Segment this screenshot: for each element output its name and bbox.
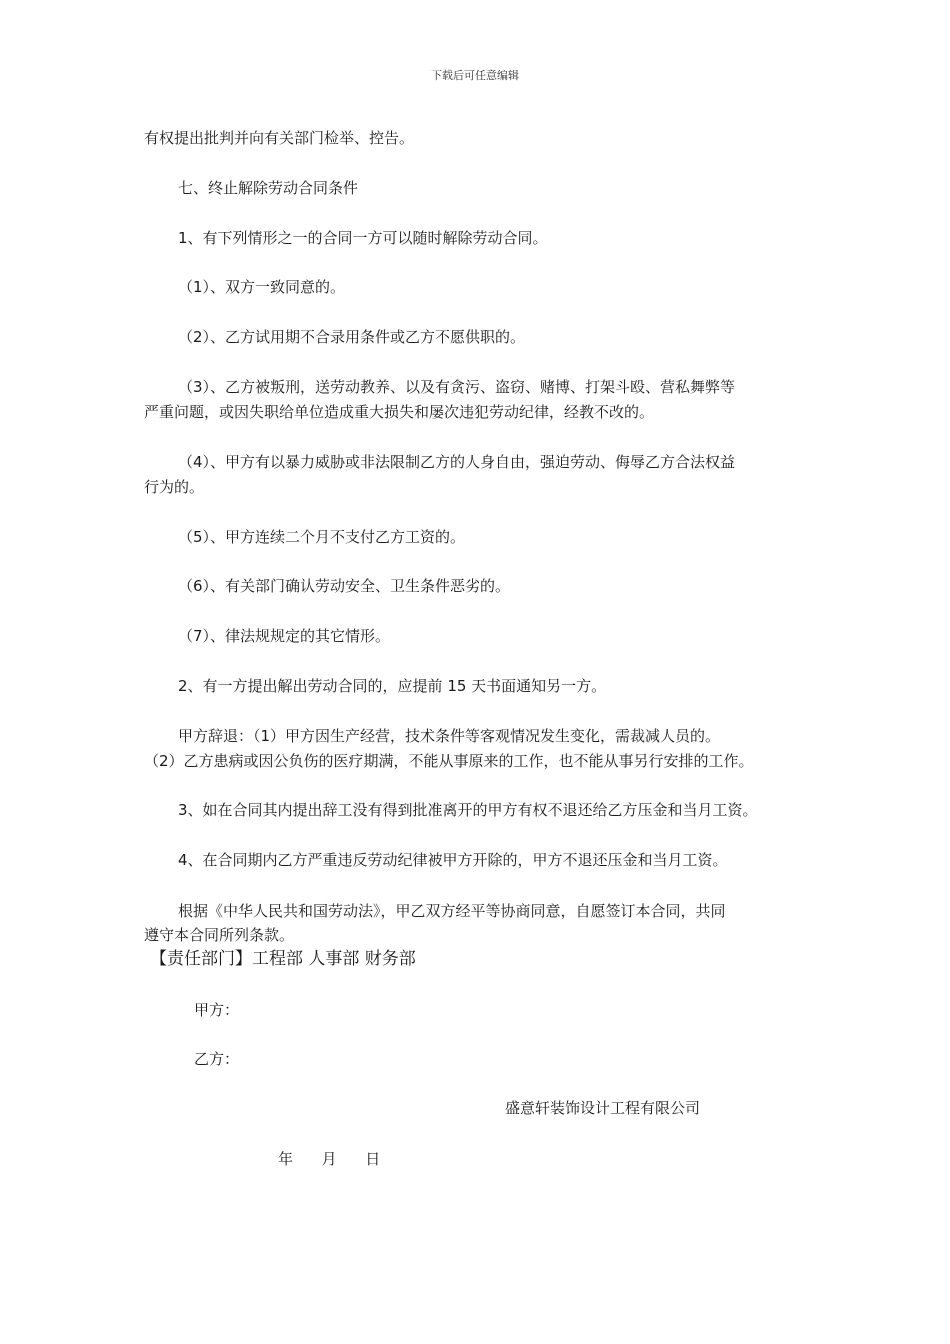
party-a-label: 甲方： <box>194 1001 240 1019</box>
list-item: （5）、甲方连续二个月不支付乙方工资的。 <box>178 528 466 546</box>
responsible-department: 【责任部门】工程部 人事部 财务部 <box>150 949 416 969</box>
page-header: 下载后可任意编辑 <box>431 69 519 82</box>
paragraph: 有权提出批判并向有关部门检举、控告。 <box>144 129 415 147</box>
signature-date: 年 月 日 <box>278 1150 381 1168</box>
list-item: （6）、有关部门确认劳动安全、卫生条件恶劣的。 <box>178 577 511 595</box>
paragraph: 3、如在合同其内提出辞工没有得到批准离开的甲方有权不退还给乙方压金和当月工资。 <box>178 801 758 819</box>
list-item: （4）、甲方有以暴力威胁或非法限制乙方的人身自由，强迫劳动、侮辱乙方合法权益 <box>178 453 736 471</box>
list-item: （7）、律法规规定的其它情形。 <box>178 627 391 645</box>
list-item-continued: 行为的。 <box>144 478 205 496</box>
paragraph: 根据《中华人民共和国劳动法》，甲乙双方经平等协商同意，自愿签订本合同，共同 <box>178 902 726 920</box>
list-item-continued: 严重问题，或因失职给单位造成重大损失和屡次违犯劳动纪律，经教不改的。 <box>144 403 655 421</box>
paragraph: 4、在合同期内乙方严重违反劳动纪律被甲方开除的，甲方不退还压金和当月工资。 <box>178 851 728 869</box>
paragraph: 甲方辞退：（1）甲方因生产经营，技术条件等客观情况发生变化，需裁减人员的。 <box>178 727 721 745</box>
party-b-label: 乙方： <box>194 1050 240 1068</box>
section-heading: 七、终止解除劳动合同条件 <box>178 179 359 197</box>
list-item: （2）、乙方试用期不合录用条件或乙方不愿供职的。 <box>178 328 526 346</box>
company-name: 盛意轩装饰设计工程有限公司 <box>505 1099 701 1117</box>
paragraph-continued: （2）乙方患病或因公负伤的医疗期满，不能从事原来的工作，也不能从事另行安排的工作。 <box>144 752 754 770</box>
list-item: （3）、乙方被叛刑，送劳动教养、以及有贪污、盗窃、赌博、打架斗殴、营私舞弊等 <box>178 378 736 396</box>
paragraph: 2、有一方提出解出劳动合同的，应提前 15 天书面通知另一方。 <box>178 677 607 695</box>
paragraph: 1、有下列情形之一的合同一方可以随时解除劳动合同。 <box>178 229 548 247</box>
list-item: （1）、双方一致同意的。 <box>178 278 346 296</box>
paragraph-continued: 遵守本合同所列条款。 <box>144 926 295 944</box>
